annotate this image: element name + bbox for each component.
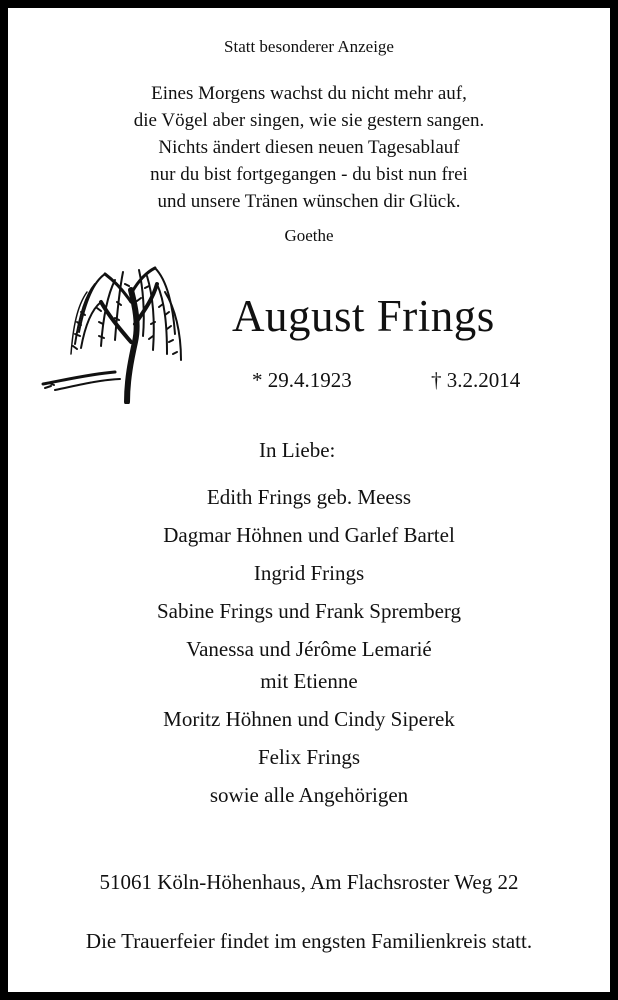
notice-header: Statt besonderer Anzeige	[224, 37, 394, 56]
mourner-name: sowie alle Angehörigen	[209, 783, 409, 807]
mourner-name: Felix Frings	[257, 745, 361, 769]
mourner-name: Dagmar Höhnen und Garlef Bartel	[163, 523, 455, 547]
mourner-name: Vanessa und Jérôme Lemarié	[186, 637, 432, 661]
mourner-name: mit Etienne	[260, 669, 358, 693]
poem-line: Nichts ändert diesen neuen Tagesablauf	[158, 137, 460, 158]
mourner-name: Ingrid Frings	[253, 561, 365, 585]
address: 51061 Köln-Höhenhaus, Am Flachsroster Weg 22	[99, 870, 519, 894]
poem-line: die Vögel aber singen, wie sie gestern sangen.	[133, 110, 485, 131]
poem-line: und unsere Tränen wünschen dir Glück.	[157, 191, 461, 212]
death-date: † 3.2.2014	[431, 368, 521, 392]
poem-line: nur du bist fortgegangen - du bist nun frei	[150, 164, 468, 185]
deceased-name: August Frings	[232, 291, 495, 341]
mourners-intro: In Liebe:	[259, 438, 336, 462]
poem-line: Eines Morgens wachst du nicht mehr auf,	[151, 83, 467, 104]
mourner-name: Moritz Höhnen und Cindy Siperek	[163, 707, 455, 731]
funeral-note: Die Trauerfeier findet im engsten Familienkreis statt.	[85, 929, 533, 953]
mourners-list	[8, 481, 610, 817]
poem	[8, 80, 610, 215]
mourner-name: Sabine Frings und Frank Spremberg	[156, 599, 462, 623]
birth-date: * 29.4.1923	[252, 368, 352, 392]
mourner-name: Edith Frings geb. Meess	[206, 485, 412, 509]
poem-author: Goethe	[284, 226, 334, 245]
weeping-willow-illustration	[35, 262, 185, 404]
